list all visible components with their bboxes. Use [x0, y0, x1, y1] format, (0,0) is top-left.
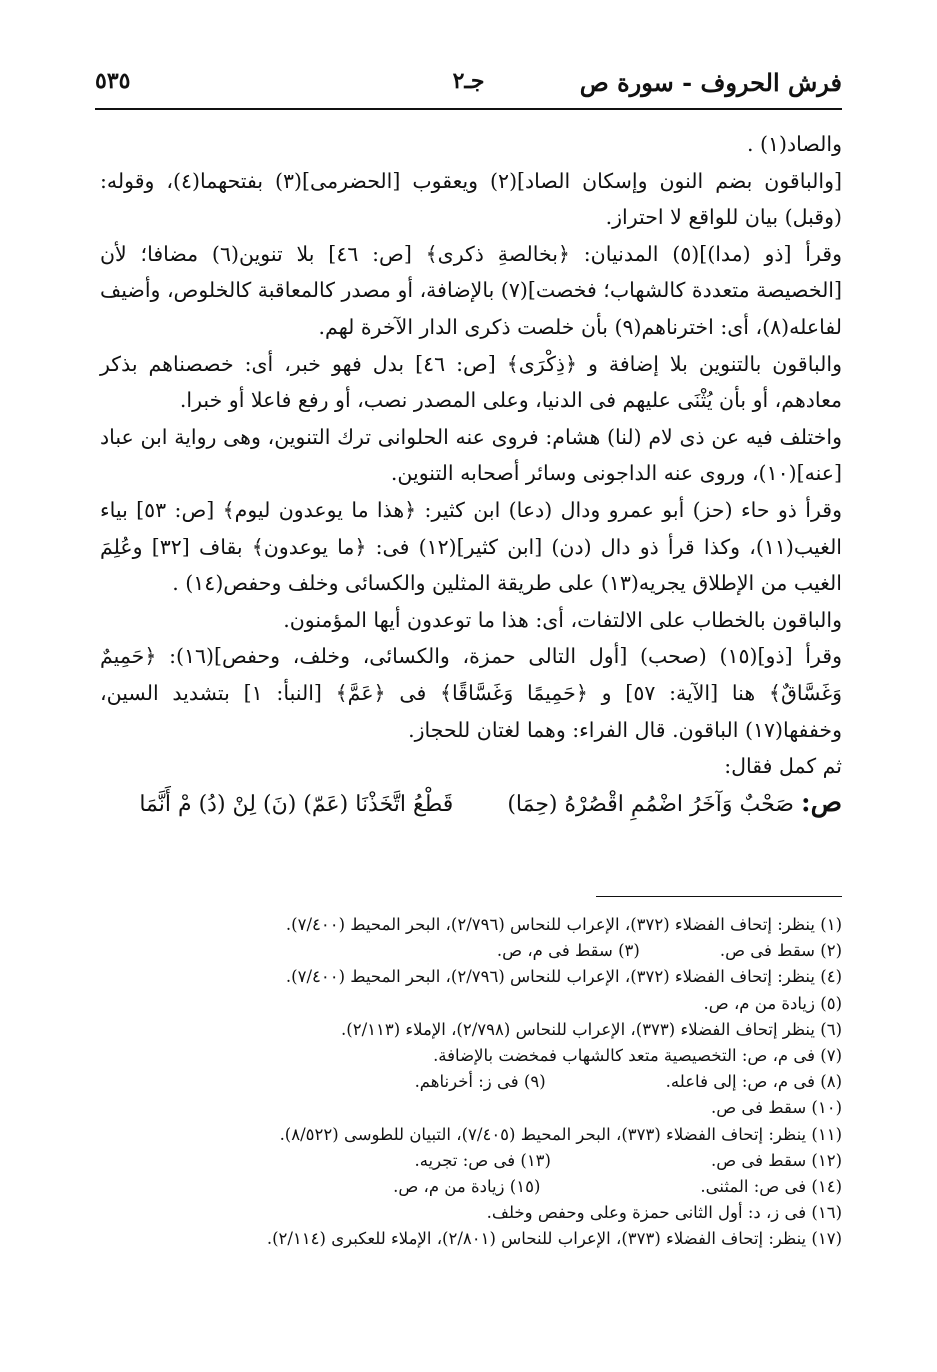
page-number: ٥٣٥	[95, 68, 131, 94]
footnote: (١٤) فى ص: المثنى.	[700, 1177, 842, 1197]
paragraph: وقرأ [ذو (مدا)](٥) المدنيان: ﴿بخالصةِ ذكرى﴾ [ص: ٤٦] بلا تنوين(٦) مضافا؛ لأن [الخصيصة متعددة كالشهاب؛ فخصت](٧) بالإضافة، أو مصدر كالمعاقبة كالخلوص، وأضيف لفاعله(٨)، أى: اخترناهم(٩) بأن خلصت ذكرى الدار الآخرة لهم.	[100, 241, 843, 339]
page-header	[95, 68, 842, 104]
volume-label: جـ٢	[452, 68, 485, 94]
paragraph: وقرأ ذو حاء (حز) أبو عمرو ودال (دعا) ابن كثير: ﴿هذا ما يوعدون ليوم﴾ [ص: ٥٣] بياء الغيب(١١)، وكذا قرأ ذو دال (دن) [ابن كثير](١٢) فى: ﴿ما يوعدون﴾ بقاف [٣٢] وعُلِمَ الغيب من الإطلاق يجريه(١٣) على طريقة المثلين والكسائى وخلف وحفص(١٤) .	[100, 497, 843, 596]
footnotes	[110, 912, 842, 1253]
footnote: (٣) سقط فى م، ص.	[496, 941, 640, 961]
poem-verse	[100, 785, 842, 824]
footnote: (١١) ينظر: إتحاف الفضلاء (٣٧٣)، البحر المحيط (٧/٤٠٥)، التبيان للطوسى (٨/٥٢٢).	[279, 1124, 842, 1144]
running-title: فرش الحروف - سورة ص	[579, 68, 842, 97]
paragraph: والباقون بالتنوين بلا إضافة و ﴿ذِكْرَى﴾ [ص: ٤٦] بدل فهو خبر، أى: خصصناهم بذكر معادهم، أو بأن يُثْنَى عليهم فى الدنيا، وعلى المصدر نصب، أو رفع فاعلا أو خبرا.	[100, 351, 842, 413]
footnote: (٧) فى م، ص: التخصيصية متعد كالشهاب فمخضت بالإضافة.	[433, 1046, 842, 1066]
paragraph: والباقون بالخطاب على الالتفات، أى: هذا ما توعدون أيها المؤمنون.	[283, 607, 842, 632]
footnote-line	[110, 1174, 842, 1200]
verse-second-hemistich: قَطْعُ اتَّخَذْنَا (عَمّ) (نَ) لِنْ (دُ) مْ أَنَّمَا	[139, 791, 454, 817]
footnote-rule	[596, 896, 842, 897]
main-text	[100, 126, 842, 823]
paragraph: وقرأ [ذو](١٥) (صحب) [أول التالى حمزة، والكسائى، وخلف، وحفص](١٦): ﴿حَمِيمٌ وَغَسَّاقٌ﴾ هنا [الآية: ٥٧] و ﴿حَمِيمًا وَغَسَّاقًا﴾ فى ﴿عَمَّ﴾ [النبأ: ١] بتشديد السين، وخففها(١٧) الباقون. قال الفراء: وهما لغتان للحجاز.	[100, 644, 842, 742]
footnote: (١٥) زيادة من م، ص.	[393, 1177, 541, 1197]
footnote: (٤) ينظر: إتحاف الفضلاء (٣٧٢)، الإعراب للنحاس (٢/٧٩٦)، البحر المحيط (٧/٤٠٠).	[285, 967, 842, 987]
footnote: (١٢) سقط فى ص.	[710, 1150, 842, 1170]
footnote: (١) ينظر: إتحاف الفضلاء (٣٧٢)، الإعراب للنحاس (٢/٧٩٦)، البحر المحيط (٧/٤٠٠).	[285, 915, 842, 934]
footnote: (٩) فى ز: أخرناهم.	[414, 1072, 546, 1092]
footnote: (٥) زيادة من م، ص.	[703, 993, 842, 1013]
header-rule	[95, 108, 842, 110]
footnote: (٨) فى م، ص: إلى فاعله.	[665, 1072, 842, 1092]
footnote: (١٠) سقط فى ص.	[710, 1098, 842, 1118]
footnote-line	[110, 1148, 842, 1174]
paragraph: واختلف فيه عن ذى لام (لنا) هشام: فروى عنه الحلوانى ترك التنوين، وهى رواية ابن عباد [عنه](١٠)، وروى عنه الداجونى وسائر أصحابه التنوين.	[100, 424, 842, 486]
footnote: (١٧) ينظر: إتحاف الفضلاء (٣٧٣)، الإعراب للنحاس (٢/٨٠١)، الإملاء للعكبرى (٢/١١٤).	[266, 1229, 842, 1249]
footnote: (٢) سقط فى ص.	[719, 941, 842, 961]
footnote: (١٣) فى ص: تجريه.	[414, 1150, 551, 1170]
footnote-line	[110, 1069, 842, 1095]
footnote: (٦) ينظر إتحاف الفضلاء (٣٧٣)، الإعراب للنحاس (٢/٧٩٨)، الإملاء (٢/١١٣).	[341, 1019, 842, 1039]
paragraph: والصاد(١) .	[746, 132, 842, 156]
footnote-line	[110, 938, 842, 964]
paragraph: [والباقون بضم النون وإسكان الصاد](٢) ويعقوب [الحضرمى](٣) بفتحهما(٤)، وقوله: (وقبل) بيان للواقع لا احتراز.	[100, 168, 842, 230]
paragraph: ثم كمل فقال:	[724, 754, 842, 779]
verse-first-hemistich: صَحْبٌ وَآخَرُ اضْمُمِ اقْصُرْهُ (حِمَا)	[507, 791, 794, 817]
footnote: (١٦) فى ز، د: أول الثانى حمزة وعلى وحفص وخلف.	[486, 1203, 842, 1223]
verse-mark: ص:	[800, 787, 842, 818]
